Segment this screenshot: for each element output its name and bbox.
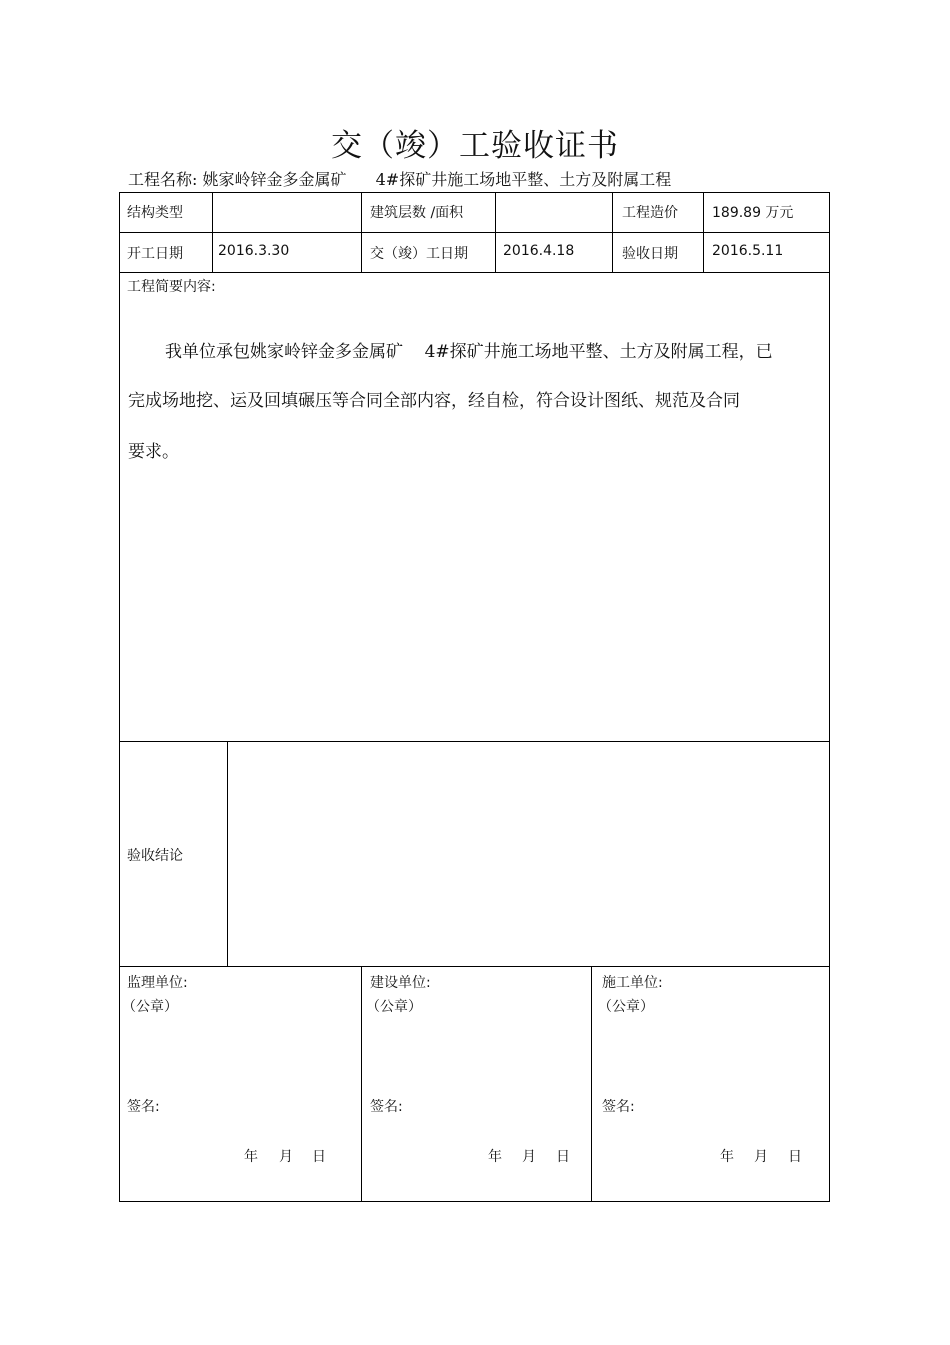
owner-month: 月 bbox=[522, 1149, 536, 1165]
owner-sign-label: 签名: bbox=[370, 1099, 403, 1115]
project-name-line bbox=[128, 167, 671, 190]
owner-year: 年 bbox=[488, 1149, 502, 1165]
start-date-value: 2016.3.30 bbox=[218, 243, 290, 259]
contractor-day: 日 bbox=[788, 1149, 802, 1165]
supervisor-unit-label: 监理单位: bbox=[127, 975, 188, 991]
contractor-unit-label: 施工单位: bbox=[602, 975, 663, 991]
completion-date-label: 交（竣）工日期 bbox=[370, 246, 468, 262]
acceptance-date-value: 2016.5.11 bbox=[712, 243, 784, 259]
conclusion-label: 验收结论 bbox=[127, 848, 183, 864]
project-name-label: 工程名称: bbox=[128, 170, 198, 189]
supervisor-year: 年 bbox=[244, 1149, 258, 1165]
supervisor-day: 日 bbox=[312, 1149, 326, 1165]
supervisor-sign-label: 签名: bbox=[127, 1099, 160, 1115]
summary-label: 工程简要内容: bbox=[127, 279, 216, 295]
owner-unit-label: 建设单位: bbox=[370, 975, 431, 991]
cost-label: 工程造价 bbox=[622, 205, 678, 221]
document-title: 交（竣）工验收证书 bbox=[331, 128, 619, 164]
summary-line-2: 完成场地挖、运及回填碾压等合同全部内容，经自检，符合设计图纸、规范及合同 bbox=[128, 391, 740, 411]
owner-day: 日 bbox=[556, 1149, 570, 1165]
cost-value: 189.89 万元 bbox=[712, 205, 794, 221]
acceptance-date-label: 验收日期 bbox=[622, 246, 678, 262]
start-date-label: 开工日期 bbox=[127, 246, 183, 262]
supervisor-month: 月 bbox=[279, 1149, 293, 1165]
project-name-part1: 姚家岭锌金多金属矿 bbox=[202, 170, 347, 189]
supervisor-seal: （公章） bbox=[122, 999, 178, 1015]
contractor-year: 年 bbox=[720, 1149, 734, 1165]
project-name-part2: 4#探矿井施工场地平整、土方及附属工程 bbox=[375, 170, 672, 189]
summary-line-3: 要求。 bbox=[128, 442, 179, 462]
summary-line-1: 我单位承包姚家岭锌金多金属矿 4#探矿井施工场地平整、土方及附属工程，已 bbox=[165, 342, 773, 362]
owner-seal: （公章） bbox=[366, 999, 422, 1015]
contractor-sign-label: 签名: bbox=[602, 1099, 635, 1115]
structure-type-label: 结构类型 bbox=[127, 205, 183, 221]
contractor-seal: （公章） bbox=[598, 999, 654, 1015]
contractor-month: 月 bbox=[754, 1149, 768, 1165]
completion-date-value: 2016.4.18 bbox=[503, 243, 575, 259]
floors-area-label: 建筑层数 /面积 bbox=[370, 205, 464, 221]
